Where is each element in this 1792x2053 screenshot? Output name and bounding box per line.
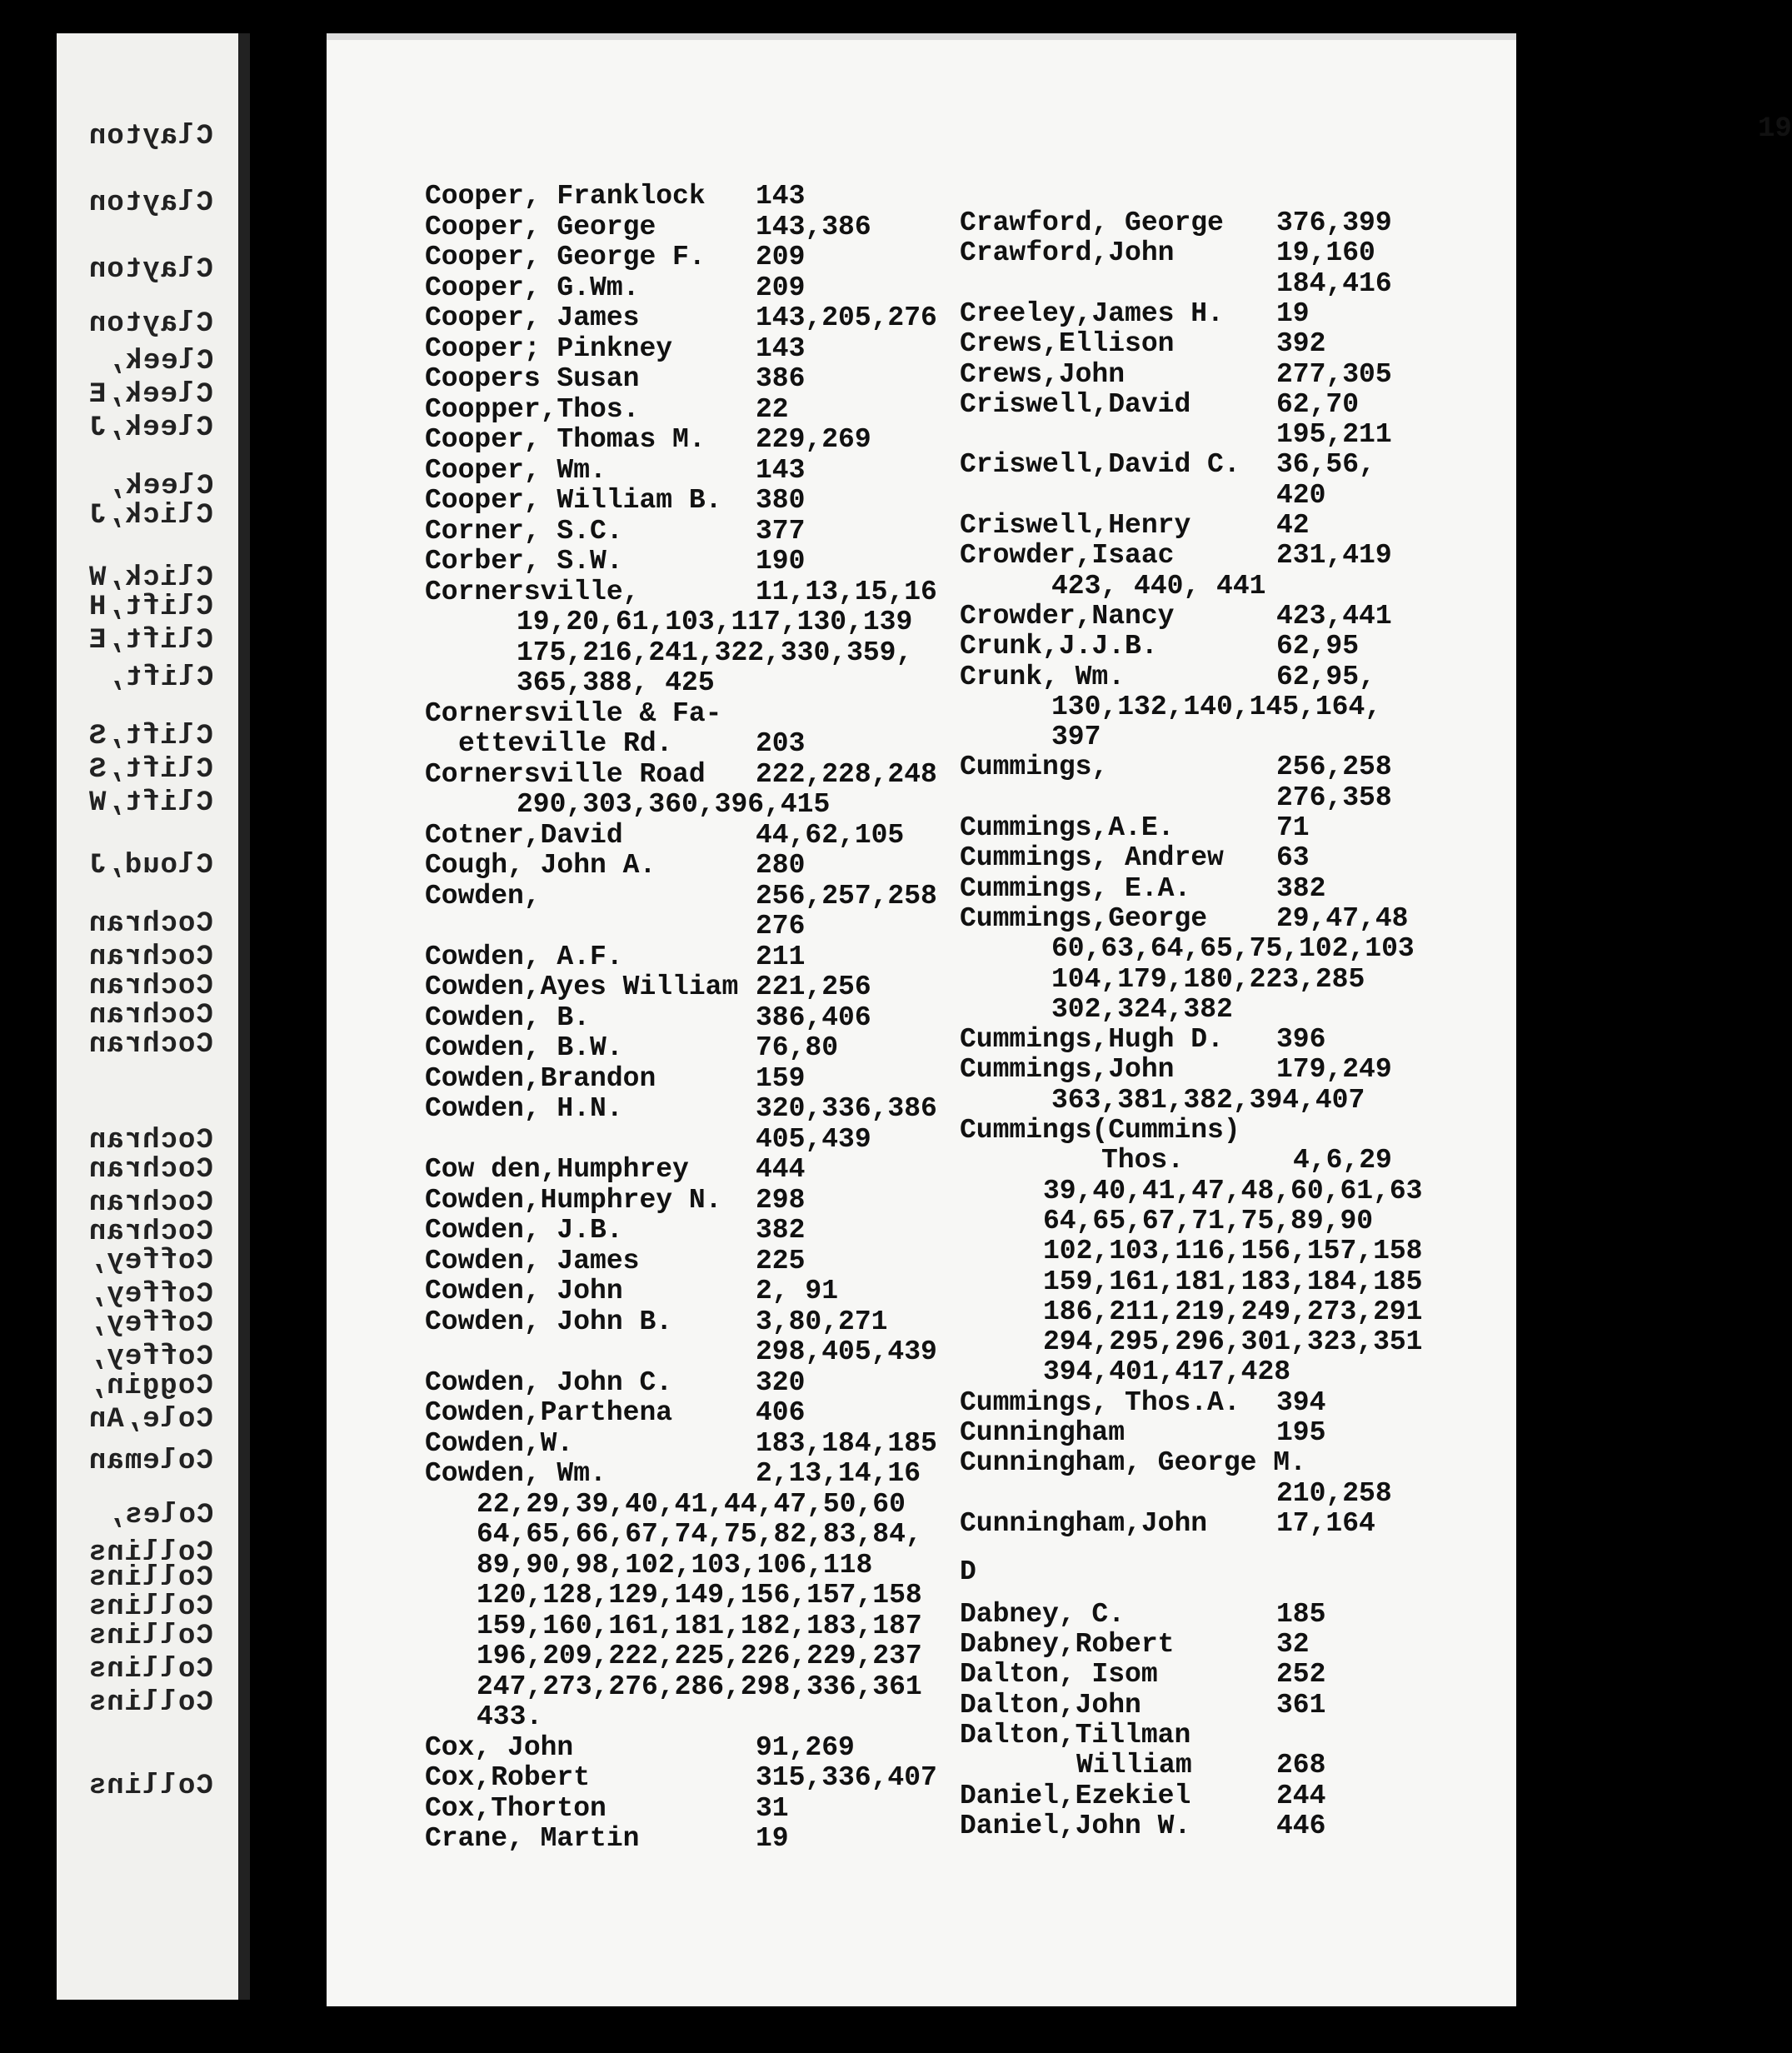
index-entry-name: Daniel,Ezekiel xyxy=(960,1780,1191,1811)
index-entry-pages: 143 xyxy=(756,454,806,486)
index-entry-pages-continued: 423, 440, 441 xyxy=(1051,570,1266,602)
index-entry-pages: 382 xyxy=(756,1215,806,1246)
index-entry-name: Cowden, John B. xyxy=(425,1306,673,1337)
index-page xyxy=(327,33,1792,2006)
index-entry-name: Crowder,Nancy xyxy=(960,600,1175,632)
index-entry-pages: 185 xyxy=(1276,1598,1326,1630)
index-entry-name: Cummings, xyxy=(960,752,1109,783)
index-entry-name: Cowden, xyxy=(425,880,541,912)
index-entry-pages: 396 xyxy=(1276,1024,1326,1056)
index-entry-name: Cornersville Road xyxy=(425,758,706,790)
index-entry-pages: 268 xyxy=(1276,1750,1326,1781)
index-entry-pages: 44,62,105 xyxy=(756,819,905,851)
index-entry-pages: 244 xyxy=(1276,1780,1326,1811)
index-entry-pages-continued: 433. xyxy=(477,1701,543,1732)
index-entry-pages: 2,13,14,16 xyxy=(756,1458,921,1489)
index-entry-name: Cowden,Parthena xyxy=(425,1397,673,1428)
facing-page-fragment: Cochran xyxy=(88,971,213,1002)
index-entry-name: Cox, John xyxy=(425,1731,574,1763)
index-entry-pages-continued: 60,63,64,65,75,102,103 xyxy=(1051,933,1415,965)
index-entry-name: Crane, Martin xyxy=(425,1823,640,1854)
index-entry-name: Cummings(Cummins) xyxy=(960,1115,1240,1146)
facing-page-fragment: Cleek,E xyxy=(88,379,213,411)
index-entry-name: Cowden, John C. xyxy=(425,1366,673,1398)
index-entry-name: Criswell,Henry xyxy=(960,510,1191,541)
index-entry-name: Crowder,Isaac xyxy=(960,540,1175,572)
index-entry-pages: 231,419 xyxy=(1276,540,1392,572)
index-entry-name: Coopers Susan xyxy=(425,363,640,394)
index-entry-pages: 143,386 xyxy=(756,211,871,242)
index-entry-pages: 320 xyxy=(756,1366,806,1398)
facing-page-fragment: Clayton xyxy=(88,187,213,219)
index-entry-name: Cox,Thorton xyxy=(425,1792,606,1824)
index-entry-pages-continued: 175,216,241,322,330,359, xyxy=(517,637,913,668)
index-entry-pages: 320,336,386 xyxy=(756,1093,937,1124)
facing-page-fragment: Collins xyxy=(88,1562,213,1594)
index-entry-pages-continued: 184,416 xyxy=(1276,267,1392,299)
index-entry-name: Coopper,Thos. xyxy=(425,393,640,425)
index-entry-name: Cox,Robert xyxy=(425,1762,591,1793)
index-entry-pages: 190 xyxy=(756,546,806,577)
index-entry-name: Cowden,W. xyxy=(425,1427,574,1459)
index-entry-pages: 62,95, xyxy=(1276,661,1375,692)
index-entry-pages: 376,399 xyxy=(1276,207,1392,238)
facing-page-fragment: Coffey, xyxy=(88,1279,213,1311)
index-entry-name: Criswell,David C. xyxy=(960,449,1240,481)
index-entry-name: Cummings,Hugh D. xyxy=(960,1024,1224,1056)
index-entry-pages: 386 xyxy=(756,363,806,394)
facing-page-fragment: Collins xyxy=(88,1621,213,1652)
index-entry-name: Cowden,Humphrey N. xyxy=(425,1184,722,1216)
index-entry-pages: 42 xyxy=(1276,510,1310,541)
facing-page-fragment: Clift,H xyxy=(88,592,213,623)
index-entry-name: Cowden, J.B. xyxy=(425,1215,623,1246)
facing-page-fragment: Coffey, xyxy=(88,1308,213,1340)
index-entry-name-continued: Thos. xyxy=(1101,1145,1185,1176)
index-entry-name: Crawford, George xyxy=(960,207,1224,238)
index-entry-pages: 361 xyxy=(1276,1689,1326,1721)
index-entry-pages-continued: 22,29,39,40,41,44,47,50,60 xyxy=(477,1488,906,1520)
facing-page-fragment: Collins xyxy=(88,1537,213,1569)
index-entry-pages-continued: 89,90,98,102,103,106,118 xyxy=(477,1549,873,1581)
facing-page-fragment: Cochran xyxy=(88,1154,213,1186)
index-entry-name: Cooper, George xyxy=(425,211,656,242)
index-entry-pages: 179,249 xyxy=(1276,1054,1392,1086)
index-entry-pages: 222,228,248 xyxy=(756,758,937,790)
index-entry-name: Cummings, E.A. xyxy=(960,872,1191,904)
index-entry-pages: 19 xyxy=(756,1823,789,1854)
index-entry-pages: 380 xyxy=(756,485,806,516)
index-entry-name: Cowden, A.F. xyxy=(425,941,623,972)
index-entry-name: Cotner,David xyxy=(425,819,623,851)
facing-page-fragment: Collins xyxy=(88,1591,213,1623)
index-entry-name-continued: William xyxy=(1076,1750,1192,1781)
facing-page-fragment: Coleman xyxy=(88,1446,213,1477)
facing-page-fragment: Cole,An xyxy=(88,1404,213,1436)
index-entry-pages-continued: 294,295,296,301,323,351 xyxy=(1043,1326,1423,1358)
index-entry-name: Cooper, Thomas M. xyxy=(425,424,706,455)
index-entry-pages-continued: 405,439 xyxy=(756,1123,871,1155)
index-entry-pages: 62,95 xyxy=(1276,631,1360,662)
index-entry-name: Cunningham, George M. xyxy=(960,1447,1306,1479)
index-entry-name: Corner, S.C. xyxy=(425,515,623,547)
index-entry-name: Crews,John xyxy=(960,358,1126,390)
facing-page-fragment: Clift,S xyxy=(88,721,213,752)
index-entry-name: Cowden,Brandon xyxy=(425,1062,656,1094)
facing-page-fragment: Clift, xyxy=(106,662,213,694)
index-entry-pages: 3,80,271 xyxy=(756,1306,888,1337)
index-entry-name: Cooper, James xyxy=(425,302,640,333)
index-entry-name: Cowden, B.W. xyxy=(425,1032,623,1063)
facing-page-strip xyxy=(57,33,250,2000)
index-entry-name: Cooper, Wm. xyxy=(425,454,606,486)
index-entry-pages: 91,269 xyxy=(756,1731,855,1763)
index-entry-pages: 221,256 xyxy=(756,972,871,1002)
index-entry-pages: 252 xyxy=(1276,1659,1326,1691)
index-entry-name: Cornersville & Fa- xyxy=(425,697,722,729)
index-entry-pages: 17,164 xyxy=(1276,1507,1375,1539)
index-entry-pages-continued: 64,65,66,67,74,75,82,83,84, xyxy=(477,1519,922,1550)
index-entry-pages: 394 xyxy=(1276,1386,1326,1418)
index-entry-name: Dalton, Isom xyxy=(960,1659,1158,1691)
index-entry-name: Crawford,John xyxy=(960,237,1175,269)
index-entry-pages-continued: 365,388, 425 xyxy=(517,667,715,698)
index-entry-pages-continued: 196,209,222,225,226,229,237 xyxy=(477,1641,922,1671)
index-entry-pages: 423,441 xyxy=(1276,600,1392,632)
index-entry-name: Criswell,David xyxy=(960,388,1191,420)
index-entry-name: Cowden, H.N. xyxy=(425,1093,623,1124)
index-entry-pages: 211 xyxy=(756,941,806,972)
index-entry-pages: 277,305 xyxy=(1276,358,1392,390)
facing-page-fragment: Cochran xyxy=(88,1187,213,1219)
facing-page-fragment: Cochran xyxy=(88,942,213,973)
index-entry-pages-continued: 120,128,129,149,156,157,158 xyxy=(477,1580,922,1611)
index-entry-name: Cough, John A. xyxy=(425,850,656,881)
index-entry-pages: 225 xyxy=(756,1245,806,1276)
index-entry-name: Dabney,Robert xyxy=(960,1629,1175,1661)
index-entry-name: Dabney, C. xyxy=(960,1598,1126,1630)
index-entry-name: Cow den,Humphrey xyxy=(425,1154,689,1185)
index-entry-pages: 209 xyxy=(756,272,806,303)
index-entry-pages: 31 xyxy=(756,1792,789,1824)
index-entry-pages-continued: 186,211,219,249,273,291 xyxy=(1043,1296,1423,1327)
index-entry-name: Daniel,John W. xyxy=(960,1810,1191,1841)
index-entry-pages-continued: 247,273,276,286,298,336,361 xyxy=(477,1671,922,1702)
facing-page-fragment: Cochran xyxy=(88,1000,213,1031)
index-entry-pages: 183,184,185 xyxy=(756,1427,937,1459)
index-entry-pages-continued: 159,161,181,183,184,185 xyxy=(1043,1266,1423,1297)
index-entry-pages-continued: 276,358 xyxy=(1276,782,1392,813)
index-entry-pages: 143,205,276 xyxy=(756,302,937,333)
facing-page-fragment: Collins xyxy=(88,1654,213,1686)
index-entry-name: Dalton,John xyxy=(960,1689,1141,1721)
facing-page-fragment: Cochran xyxy=(88,1029,213,1061)
facing-page-fragment: Click,W xyxy=(88,562,213,594)
index-entry-pages: 315,336,407 xyxy=(756,1762,937,1793)
index-entry-pages-continued: 363,381,382,394,407 xyxy=(1051,1084,1365,1116)
index-entry-name: Cunningham,John xyxy=(960,1507,1208,1539)
index-entry-name: Dalton,Tillman xyxy=(960,1720,1191,1751)
index-entry-name: Crunk,J.J.B. xyxy=(960,631,1158,662)
index-entry-pages-continued: 102,103,116,156,157,158 xyxy=(1043,1236,1423,1267)
index-entry-name: Cowden, John xyxy=(425,1276,623,1306)
index-entry-name: Cowden, B. xyxy=(425,1002,591,1033)
index-entry-pages: 446 xyxy=(1276,1810,1326,1841)
index-entry-pages: 19 xyxy=(1276,297,1310,329)
facing-page-fragment: Click,J xyxy=(88,500,213,532)
index-entry-name: Cummings,John xyxy=(960,1054,1175,1086)
index-entry-pages: 386,406 xyxy=(756,1002,871,1033)
index-entry-name-continued: etteville Rd. xyxy=(458,728,673,759)
index-entry-pages-continued: 290,303,360,396,415 xyxy=(517,789,831,820)
index-entry-pages-continued: 276 xyxy=(756,911,806,942)
index-entry-pages-continued: 39,40,41,47,48,60,61,63 xyxy=(1043,1175,1423,1206)
index-entry-pages: 29,47,48 xyxy=(1276,902,1409,934)
facing-page-fragment: Clift,S xyxy=(88,754,213,786)
facing-page-fragment: Cochran xyxy=(88,908,213,940)
facing-page-fragment: Cleek,J xyxy=(88,412,213,444)
facing-page-fragment: Coles, xyxy=(106,1500,213,1531)
index-entry-name: Crunk, Wm. xyxy=(960,661,1126,692)
index-entry-name: Cooper, Franklock xyxy=(425,181,706,212)
index-entry-pages: 195 xyxy=(1276,1417,1326,1448)
facing-page-fragment: Clayton xyxy=(88,254,213,286)
index-entry-name: Cowden, James xyxy=(425,1245,640,1276)
index-entry-pages: 71 xyxy=(1276,812,1310,843)
index-entry-pages: 406 xyxy=(756,1397,806,1428)
index-entry-name: Cummings, Andrew xyxy=(960,842,1224,874)
index-entry-pages-continued: 195,211 xyxy=(1276,419,1392,451)
facing-page-fragment: Clift,E xyxy=(88,625,213,657)
index-entry-pages: 229,269 xyxy=(756,424,871,455)
index-entry-name: Cooper, William B. xyxy=(425,485,722,516)
index-entry-pages: 19,160 xyxy=(1276,237,1375,269)
index-entry-pages: 256,257,258 xyxy=(756,880,937,912)
index-entry-pages: 4,6,29 xyxy=(1293,1145,1392,1176)
index-entry-pages-continued: 210,258 xyxy=(1276,1477,1392,1509)
index-entry-name: Cooper; Pinkney xyxy=(425,332,673,364)
section-letter-heading: D xyxy=(960,1556,976,1587)
facing-page-fragment: Coffey, xyxy=(88,1341,213,1373)
facing-page-fragment: Cochran xyxy=(88,1216,213,1248)
facing-page-fragment: Coggin, xyxy=(88,1371,213,1402)
index-entry-pages: 11,13,15,16 xyxy=(756,576,937,607)
facing-page-fragment: Cleek, xyxy=(106,346,213,377)
index-entry-name: Cummings, Thos.A. xyxy=(960,1386,1240,1418)
index-entry-pages: 36,56, xyxy=(1276,449,1375,481)
index-entry-pages: 143 xyxy=(756,181,806,212)
index-entry-name: Cooper, G.Wm. xyxy=(425,272,640,303)
index-entry-pages: 159 xyxy=(756,1062,806,1094)
index-entry-pages-continued: 64,65,67,71,75,89,90 xyxy=(1043,1205,1374,1236)
index-entry-pages: 377 xyxy=(756,515,806,547)
index-entry-pages-continued: 104,179,180,223,285 xyxy=(1051,963,1365,995)
index-entry-name: Creeley,James H. xyxy=(960,297,1224,329)
facing-page-fragment: Clayton xyxy=(88,308,213,340)
facing-page-fragment: Cochran xyxy=(88,1125,213,1156)
facing-page-fragment: Coffey, xyxy=(88,1246,213,1277)
index-entry-pages: 32 xyxy=(1276,1629,1310,1661)
index-entry-pages: 22 xyxy=(756,393,789,425)
index-entry-pages: 143 xyxy=(756,332,806,364)
index-entry-pages-continued: 298,405,439 xyxy=(756,1336,937,1367)
facing-page-fragment: Clayton xyxy=(88,121,213,152)
index-entry-name: Cooper, George F. xyxy=(425,242,706,272)
index-entry-pages: 76,80 xyxy=(756,1032,839,1063)
index-entry-name: Crews,Ellison xyxy=(960,328,1175,360)
index-entry-pages-continued: 394,401,417,428 xyxy=(1043,1356,1291,1388)
index-entry-name: Cummings,A.E. xyxy=(960,812,1175,843)
index-entry-name: Cummings,George xyxy=(960,902,1208,934)
facing-page-fragment: Clift,W xyxy=(88,787,213,819)
index-entry-name: Cowden,Ayes William xyxy=(425,972,739,1002)
page-number: 19 xyxy=(1758,113,1792,145)
index-entry-pages-continued: 130,132,140,145,164, xyxy=(1051,691,1382,722)
index-entry-pages: 298 xyxy=(756,1184,806,1216)
index-entry-pages: 256,258 xyxy=(1276,752,1392,783)
index-entry-pages-continued: 19,20,61,103,117,130,139 xyxy=(517,607,913,637)
index-entry-name: Cowden, Wm. xyxy=(425,1458,606,1489)
facing-page-fragment: Cloud,J xyxy=(88,850,213,882)
facing-page-fragment: Collins xyxy=(88,1771,213,1802)
index-entry-pages: 203 xyxy=(756,728,806,759)
index-entry-name: Corber, S.W. xyxy=(425,546,623,577)
index-entry-pages: 63 xyxy=(1276,842,1310,874)
index-entry-pages: 2, 91 xyxy=(756,1276,839,1306)
facing-page-fragment: Collins xyxy=(88,1687,213,1719)
index-entry-name: Cunningham xyxy=(960,1417,1126,1448)
index-entry-pages-continued: 420 xyxy=(1276,479,1326,511)
index-entry-pages: 382 xyxy=(1276,872,1326,904)
index-entry-pages: 280 xyxy=(756,850,806,881)
index-entry-pages-continued: 397 xyxy=(1051,722,1101,753)
index-entry-pages: 392 xyxy=(1276,328,1326,360)
index-entry-pages: 209 xyxy=(756,242,806,272)
index-entry-pages-continued: 159,160,161,181,182,183,187 xyxy=(477,1610,922,1641)
index-entry-pages-continued: 302,324,382 xyxy=(1051,993,1233,1025)
index-entry-pages: 444 xyxy=(756,1154,806,1185)
index-entry-name: Cornersville, xyxy=(425,576,640,607)
facing-page-fragment: Cleek, xyxy=(106,471,213,502)
index-entry-pages: 62,70 xyxy=(1276,388,1360,420)
